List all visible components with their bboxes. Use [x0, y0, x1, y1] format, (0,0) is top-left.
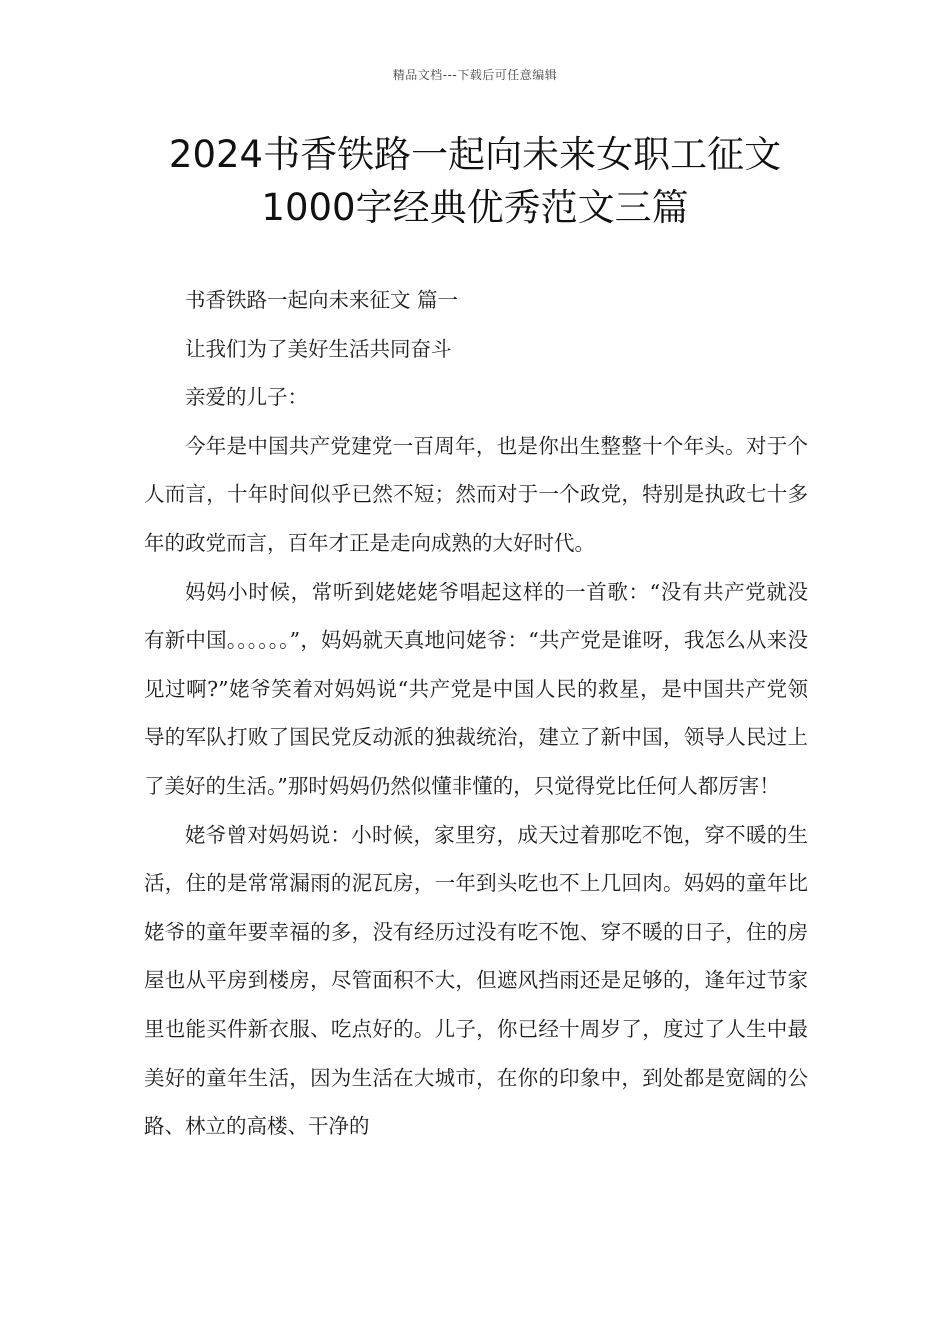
- paragraph: 妈妈小时候，常听到姥姥姥爷唱起这样的一首歌：“没有共产党就没有新中国。。。。。。”，妈妈就天真地问姥爷：“共产党是谁呀，我怎么从来没见过啊?”姥爷笑着对妈妈说“共产党是中国人民的救星，是中国共产党领导的军队打败了国民党反动派的独裁统治，建立了新中国，领导人民过上了美好的生活。”那时妈妈仍然似懂非懂的，只觉得党比任何人都厉害！: [144, 579, 808, 798]
- title-line-2: 1000字经典优秀范文三篇: [261, 186, 689, 229]
- essay-title: 让我们为了美好生活共同奋斗: [185, 336, 452, 361]
- document-title: [120, 128, 830, 234]
- document-body: [144, 276, 808, 1151]
- section-heading: 书香铁路一起向未来征文 篇一: [185, 288, 459, 312]
- paragraph: 今年是中国共产党建党一百周年，也是你出生整整十个年头。对于个人而言，十年时间似乎已然不短；然而对于一个政党，特别是执政七十多年的政党而言，百年才正是走向成熟的大好时代。: [144, 433, 808, 555]
- header-note: 精品文档---下载后可任意编辑: [392, 68, 558, 82]
- salutation: 亲爱的儿子：: [185, 385, 308, 410]
- title-line-1: 2024书香铁路一起向未来女职工征文: [168, 133, 782, 176]
- paragraph: 姥爷曾对妈妈说：小时候，家里穷，成天过着那吃不饱，穿不暖的生活，住的是常常漏雨的泥瓦房，一年到头吃也不上几回肉。妈妈的童年比姥爷的童年要幸福的多，没有经历过没有吃不饱、穿不暖的日子，住的房屋也从平房到楼房，尽管面积不大，但遮风挡雨还是足够的，逢年过节家里也能买件新衣服、吃点好的。儿子，你已经十周岁了，度过了人生中最美好的童年生活，因为生活在大城市，在你的印象中，到处都是宽阔的公路、林立的高楼、干净的: [144, 822, 808, 1139]
